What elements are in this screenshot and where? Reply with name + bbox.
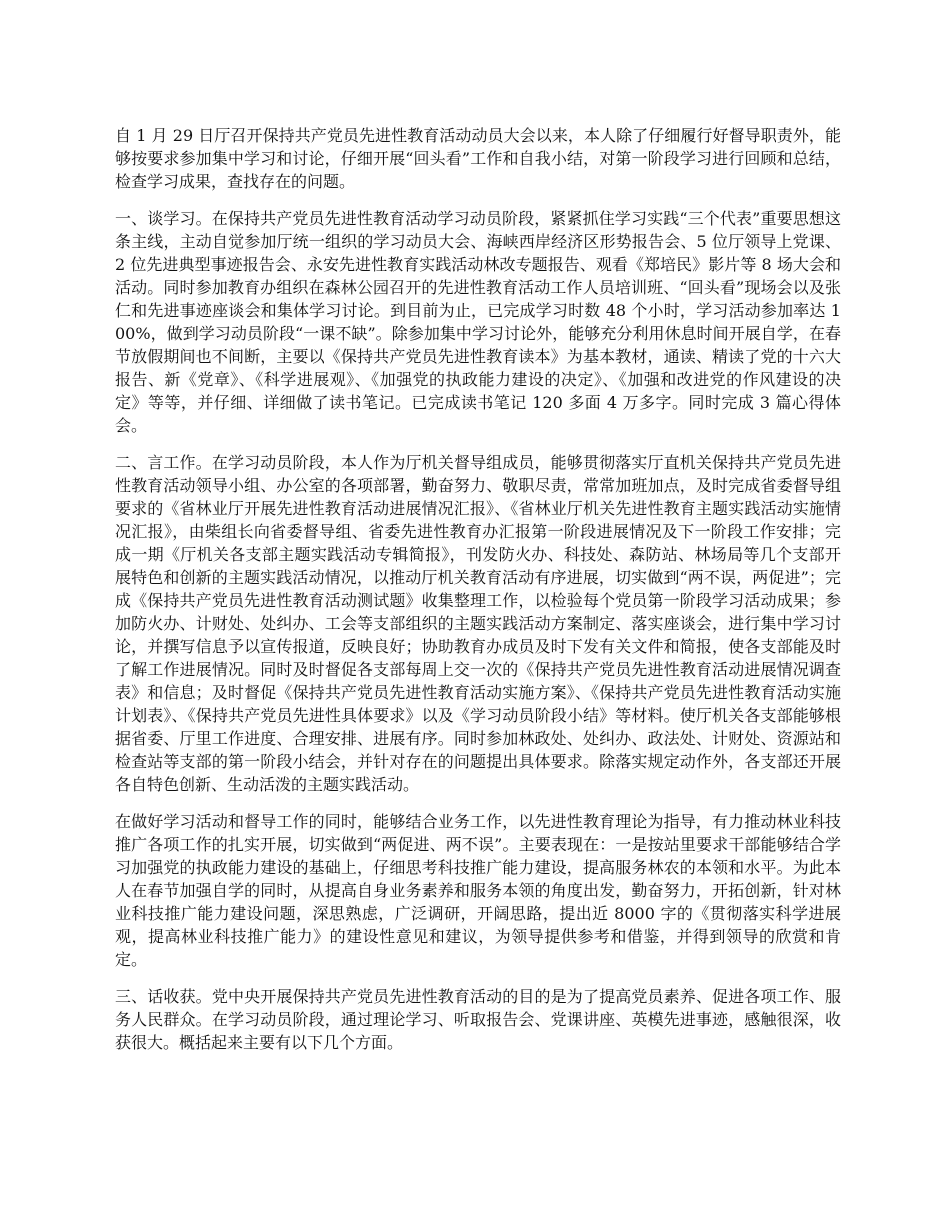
work-section-paragraph: 二、言工作。在学习动员阶段，本人作为厅机关督导组成员，能够贯彻落实厅直机关保持共产党员先进性教育活动领导小组、办公室的各项部署，勤奋努力、敬职尽责，常常加班加点，及时完成省委督导组要求的《省林业厅开展先进性教育活动进展情况汇报》、《省林业厅机关先进性教育主题实践活动实施情况汇报》，由柴组长向省委督导组、省委先进性教育办汇报第一阶段进展情况及下一阶段工作安排；完成一期《厅机关各支部主题实践活动专辑简报》，刊发防火办、科技处、森防站、林场局等几个支部开展特色和创新的主题实践活动情况，以推动厅机关教育活动有序进展，切实做到“两不误，两促进”；完成《保持共产党员先进性教育活动测试题》收集整理工作，以检验每个党员第一阶段学习活动成果；参加防火办、计财处、处纠办、工会等支部组织的主题实践活动方案制定、落实座谈会，进行集中学习讨论，并撰写信息予以宣传报道，反映良好；协助教育办成员及时下发有关文件和简报，使各支部能及时了解工作进展情况。同时及时督促各支部每周上交一次的《保持共产党员先进性教育活动进展情况调查表》和信息；及时督促《保持共产党员先进性教育活动实施方案》、《保持共产党员先进性教育活动实施计划表》、《保持共产党员先进性具体要求》以及《学习动员阶段小结》等材料。使厅机关各支部能够根据省委、厅里工作进度、合理安排、进展有序。同时参加林政处、处纠办、政法处、计财处、资源站和检查站等支部的第一阶段小结会，并针对存在的问题提出具体要求。除落实规定动作外，各支部还开展各自特色创新、生动活泼的主题实践活动。: [115, 453, 841, 794]
intro-paragraph: 自 1 月 29 日厅召开保持共产党员先进性教育活动动员大会以来，本人除了仔细履行好督导职责外，能够按要求参加集中学习和讨论，仔细开展“回头看”工作和自我小结，对第一阶段学习进行回顾和总结，检查学习成果，查找存在的问题。: [115, 126, 841, 191]
business-work-paragraph: 在做好学习活动和督导工作的同时，能够结合业务工作，以先进性教育理论为指导，有力推动林业科技推广各项工作的扎实开展，切实做到“两促进、两不误”。主要表现在：一是按站里要求干部能够结合学习加强党的执政能力建设的基础上，仔细思考科技推广能力建设，提高服务林农的本领和水平。为此本人在春节加强自学的同时，从提高自身业务素养和服务本领的角度出发，勤奋努力，开拓创新，针对林业科技推广能力建设问题，深思熟虑，广泛调研，开阔思路，提出近 8000 字的《贯彻落实科学进展观，提高林业科技推广能力》的建设性意见和建议，为领导提供参考和借鉴，并得到领导的欣赏和肯定。: [115, 812, 841, 969]
study-section-paragraph: 一、谈学习。在保持共产党员先进性教育活动学习动员阶段，紧紧抓住学习实践“三个代表”重要思想这条主线，主动自觉参加厅统一组织的学习动员大会、海峡西岸经济区形势报告会、5 位厅领导上党课、2 位先进典型事迹报告会、永安先进性教育实践活动林改专题报告、观看《郑培民》影片等 8 场大会和活动。同时参加教育办组织在森林公园召开的先进性教育活动工作人员培训班、“回头看”现场会以及张仁和先进事迹座谈会和集体学习讨论。到目前为止，已完成学习时数 48 个小时，学习活动参加率达 100%，做到学习动员阶段“一课不缺”。除参加集中学习讨论外，能够充分利用休息时间开展自学，在春节放假期间也不间断，主要以《保持共产党员先进性教育读本》为基本教材，通读、精读了党的十六大报告、新《党章》、《科学进展观》、《加强党的执政能力建设的决定》、《加强和改进党的作风建设的决定》等等，并仔细、详细做了读书笔记。已完成读书笔记 120 多面 4 万多字。同时完成 3 篇心得体会。: [115, 209, 841, 435]
harvest-section-paragraph: 三、话收获。党中央开展保持共产党员先进性教育活动的目的是为了提高党员素养、促进各项工作、服务人民群众。在学习动员阶段，通过理论学习、听取报告会、党课讲座、英模先进事迹，感触很深，收获很大。概括起来主要有以下几个方面。: [115, 987, 841, 1052]
document-body: [115, 124, 841, 1068]
